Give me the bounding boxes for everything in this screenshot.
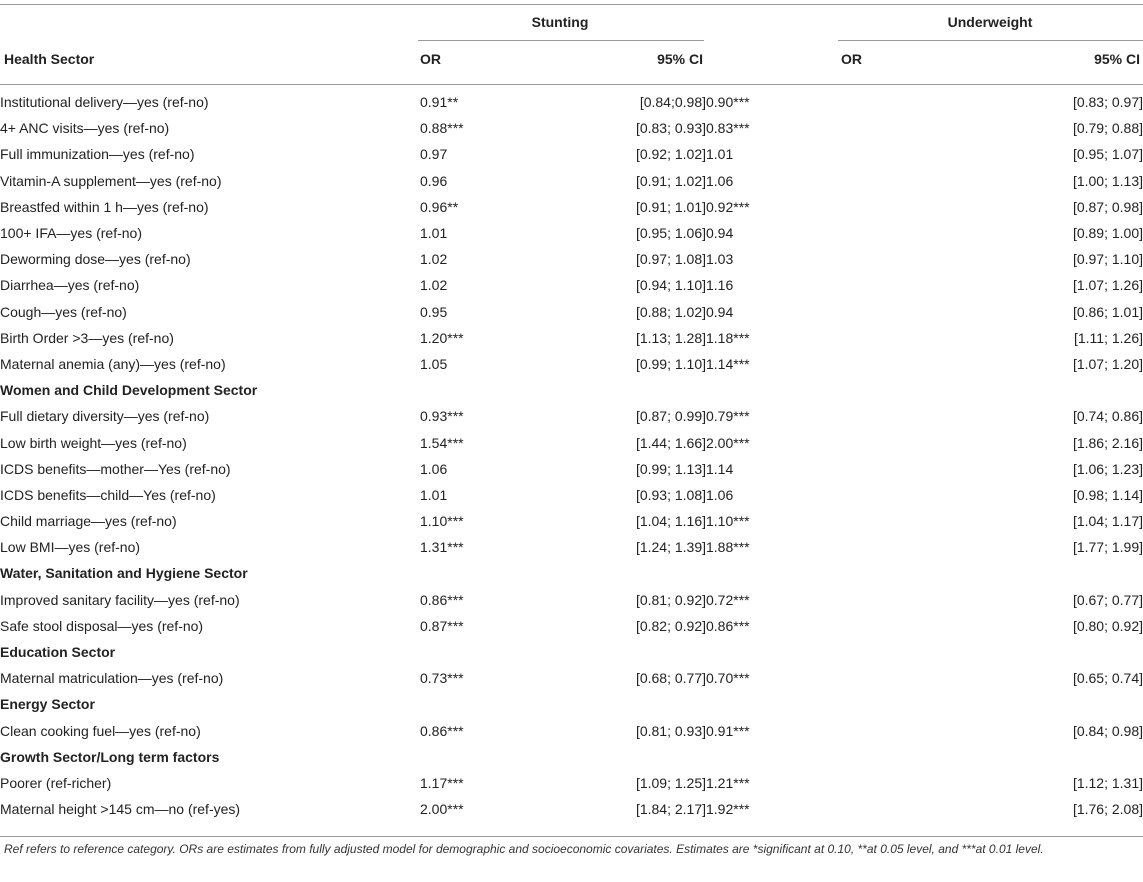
table-row [0, 89, 1143, 115]
underweight-or-value: 1.14*** [706, 355, 750, 372]
group-header-stunting: Stunting [531, 14, 589, 30]
table-row [0, 325, 1143, 351]
row-label: Improved sanitary facility—yes (ref-no) [0, 591, 240, 608]
table-row [0, 796, 1143, 822]
underweight-or-value: 0.70*** [706, 670, 750, 687]
underweight-ci-value: [0.80; 0.92] [1072, 617, 1143, 634]
stunting-or-value: 1.31*** [420, 539, 464, 556]
underweight-ci-value: [0.74; 0.86] [1072, 408, 1143, 425]
stunting-ci-value: [0.94; 1.10] [635, 277, 706, 294]
sector-heading-row [0, 691, 1143, 717]
table-row [0, 115, 1143, 141]
sector-heading: Growth Sector/Long term factors [0, 748, 220, 765]
stunting-ci-value: [0.83; 0.93] [635, 120, 706, 137]
row-label: Poorer (ref-richer) [0, 774, 112, 791]
stunting-or-value: 1.02 [420, 251, 448, 268]
stunting-or-value: 0.73*** [420, 670, 464, 687]
underweight-or-value: 0.79*** [706, 408, 750, 425]
table-row [0, 220, 1143, 246]
row-label: Diarrhea—yes (ref-no) [0, 277, 140, 294]
row-label: Full immunization—yes (ref-no) [0, 146, 195, 163]
stunting-or-value: 1.17*** [420, 774, 464, 791]
table-row [0, 141, 1143, 167]
row-label: Maternal anemia (any)—yes (ref-no) [0, 355, 226, 372]
underweight-or-value: 0.72*** [706, 591, 750, 608]
row-label: Safe stool disposal—yes (ref-no) [0, 617, 204, 634]
sector-heading: Education Sector [0, 644, 116, 661]
stunting-ci-value: [0.81; 0.93] [635, 722, 706, 739]
table-row [0, 587, 1143, 613]
row-label: Cough—yes (ref-no) [0, 303, 127, 320]
underweight-ci-value: [0.83; 0.97] [1072, 94, 1143, 111]
underweight-ci-value: [0.87; 0.98] [1072, 198, 1143, 215]
stunting-ci-value: [0.68; 0.77] [635, 670, 706, 687]
stunting-ci-value: [0.81; 0.92] [635, 591, 706, 608]
underweight-ci-value: [1.11; 1.26] [1073, 329, 1143, 346]
data-table [0, 89, 1143, 822]
stunting-or-value: 0.97 [420, 146, 448, 163]
table-row [0, 194, 1143, 220]
row-label: 100+ IFA—yes (ref-no) [0, 225, 143, 242]
underweight-or-value: 1.21*** [706, 774, 750, 791]
stunting-ci-value: [0.99; 1.13] [635, 460, 706, 477]
row-label: ICDS benefits—child—Yes (ref-no) [0, 486, 216, 503]
underweight-or-value: 1.06 [706, 172, 734, 189]
stunting-ci-value: [0.92; 1.02] [635, 146, 706, 163]
column-header-underweight-ci: 95% CI [1094, 51, 1140, 67]
underweight-ci-value: [1.04; 1.17] [1072, 513, 1143, 530]
row-label: Birth Order >3—yes (ref-no) [0, 329, 174, 346]
underweight-or-value: 0.91*** [706, 722, 750, 739]
stunting-ci-value: [0.88; 1.02] [635, 303, 706, 320]
stunting-ci-value: [0.95; 1.06] [635, 225, 706, 242]
underweight-ci-value: [0.97; 1.10] [1072, 251, 1143, 268]
table-row [0, 351, 1143, 377]
stunting-ci-value: [0.91; 1.02] [635, 172, 706, 189]
underweight-or-value: 1.06 [706, 486, 734, 503]
underweight-or-value: 1.16 [706, 277, 734, 294]
stunting-or-value: 0.88*** [420, 120, 464, 137]
row-label: Child marriage—yes (ref-no) [0, 513, 177, 530]
stunting-or-value: 1.54*** [420, 434, 464, 451]
row-label: Low BMI—yes (ref-no) [0, 539, 141, 556]
header-rule [0, 84, 1143, 85]
underweight-or-value: 0.94 [706, 225, 734, 242]
table-row [0, 272, 1143, 298]
stunting-or-value: 1.20*** [420, 329, 464, 346]
stunting-ci-value: [0.99; 1.10] [635, 355, 706, 372]
column-header-stunting-ci: 95% CI [657, 51, 703, 67]
stunting-or-value: 0.91** [420, 94, 459, 111]
row-label: Institutional delivery—yes (ref-no) [0, 94, 209, 111]
underweight-ci-value: [0.89; 1.00] [1072, 225, 1143, 242]
stunting-or-value: 1.01 [420, 486, 448, 503]
row-label: Deworming dose—yes (ref-no) [0, 251, 191, 268]
sector-heading-row [0, 639, 1143, 665]
stunting-or-value: 0.93*** [420, 408, 464, 425]
underweight-or-value: 1.92*** [706, 801, 750, 818]
row-label: Low birth weight—yes (ref-no) [0, 434, 187, 451]
underweight-ci-value: [1.07; 1.26] [1072, 277, 1143, 294]
column-header-stunting-or: OR [420, 51, 441, 67]
underweight-ci-value: [1.76; 2.08] [1072, 801, 1143, 818]
stunting-ci-value: [0.87; 0.99] [635, 408, 706, 425]
table-row [0, 482, 1143, 508]
underweight-ci-value: [0.67; 0.77] [1072, 591, 1143, 608]
stunting-or-value: 0.96** [420, 198, 459, 215]
table-row [0, 770, 1143, 796]
stunting-or-value: 2.00*** [420, 801, 464, 818]
sector-heading: Women and Child Development Sector [0, 382, 258, 399]
underweight-ci-value: [0.86; 1.01] [1072, 303, 1143, 320]
column-header-underweight-or: OR [841, 51, 862, 67]
underweight-or-value: 0.90*** [706, 94, 750, 111]
stunting-ci-value: [0.84;0.98] [639, 94, 706, 111]
underweight-or-value: 0.94 [706, 303, 734, 320]
table-row [0, 508, 1143, 534]
sector-heading-row [0, 744, 1143, 770]
underweight-ci-value: [1.07; 1.20] [1072, 355, 1143, 372]
underweight-ci-value: [0.79; 0.88] [1072, 120, 1143, 137]
underweight-ci-value: [1.06; 1.23] [1072, 460, 1143, 477]
underweight-or-value: 0.83*** [706, 120, 750, 137]
underweight-or-value: 1.03 [706, 251, 734, 268]
underweight-or-value: 1.14 [706, 460, 734, 477]
stunting-or-value: 0.86*** [420, 722, 464, 739]
table-row [0, 429, 1143, 455]
stunting-or-value: 1.02 [420, 277, 448, 294]
row-label: Maternal matriculation—yes (ref-no) [0, 670, 224, 687]
sector-heading-row [0, 377, 1143, 403]
table-row [0, 456, 1143, 482]
underweight-ci-value: [1.86; 2.16] [1072, 434, 1143, 451]
table-row [0, 403, 1143, 429]
stunting-ci-value: [1.04; 1.16] [635, 513, 706, 530]
row-label: Full dietary diversity—yes (ref-no) [0, 408, 210, 425]
underweight-underline [838, 40, 1143, 41]
table-row [0, 299, 1143, 325]
stunting-ci-value: [0.97; 1.08] [635, 251, 706, 268]
group-header-underweight: Underweight [947, 14, 1033, 30]
row-label: 4+ ANC visits—yes (ref-no) [0, 120, 170, 137]
underweight-or-value: 1.18*** [706, 329, 750, 346]
underweight-or-value: 0.92*** [706, 198, 750, 215]
row-label: Clean cooking fuel—yes (ref-no) [0, 722, 201, 739]
column-header-label: Health Sector [4, 51, 95, 67]
stunting-ci-value: [1.44; 1.66] [635, 434, 706, 451]
underweight-ci-value: [0.84; 0.98] [1072, 722, 1143, 739]
stunting-underline [418, 40, 704, 41]
stunting-or-value: 0.96 [420, 172, 448, 189]
row-label: Maternal height >145 cm—no (ref-yes) [0, 801, 241, 818]
underweight-ci-value: [1.12; 1.31] [1072, 774, 1143, 791]
stunting-ci-value: [0.91; 1.01] [635, 198, 706, 215]
table-row [0, 168, 1143, 194]
underweight-or-value: 1.01 [706, 146, 734, 163]
top-rule [0, 4, 1143, 5]
stunting-or-value: 0.86*** [420, 591, 464, 608]
stunting-or-value: 1.06 [420, 460, 448, 477]
stunting-ci-value: [1.13; 1.28] [635, 329, 706, 346]
stunting-ci-value: [0.82; 0.92] [635, 617, 706, 634]
table-row [0, 718, 1143, 744]
underweight-ci-value: [1.00; 1.13] [1072, 172, 1143, 189]
underweight-ci-value: [1.77; 1.99] [1072, 539, 1143, 556]
row-label: Breastfed within 1 h—yes (ref-no) [0, 198, 209, 215]
table-row [0, 665, 1143, 691]
stunting-or-value: 0.87*** [420, 617, 464, 634]
row-label: ICDS benefits—mother—Yes (ref-no) [0, 460, 231, 477]
bottom-rule [0, 836, 1143, 837]
underweight-ci-value: [0.98; 1.14] [1072, 486, 1143, 503]
underweight-or-value: 2.00*** [706, 434, 750, 451]
stunting-or-value: 1.05 [420, 355, 448, 372]
table-footnote: Ref refers to reference category. ORs are estimates from fully adjusted model for demographic and socioeconomic covariates. Estimates are *significant at 0.10, **at 0.05 level, and ***at 0.01 level. [4, 842, 1044, 856]
row-label: Vitamin-A supplement—yes (ref-no) [0, 172, 222, 189]
table-row [0, 246, 1143, 272]
stunting-ci-value: [1.24; 1.39] [635, 539, 706, 556]
table-row [0, 534, 1143, 560]
underweight-ci-value: [0.65; 0.74] [1072, 670, 1143, 687]
stunting-ci-value: [1.84; 2.17] [635, 801, 706, 818]
sector-heading-row [0, 560, 1143, 586]
stunting-ci-value: [1.09; 1.25] [635, 774, 706, 791]
underweight-or-value: 1.10*** [706, 513, 750, 530]
stunting-or-value: 0.95 [420, 303, 448, 320]
stunting-ci-value: [0.93; 1.08] [635, 486, 706, 503]
underweight-or-value: 1.88*** [706, 539, 750, 556]
table-row [0, 613, 1143, 639]
stunting-or-value: 1.10*** [420, 513, 464, 530]
sector-heading: Water, Sanitation and Hygiene Sector [0, 565, 248, 582]
stunting-or-value: 1.01 [420, 225, 448, 242]
sector-heading: Energy Sector [0, 696, 95, 713]
underweight-ci-value: [0.95; 1.07] [1072, 146, 1143, 163]
underweight-or-value: 0.86*** [706, 617, 750, 634]
